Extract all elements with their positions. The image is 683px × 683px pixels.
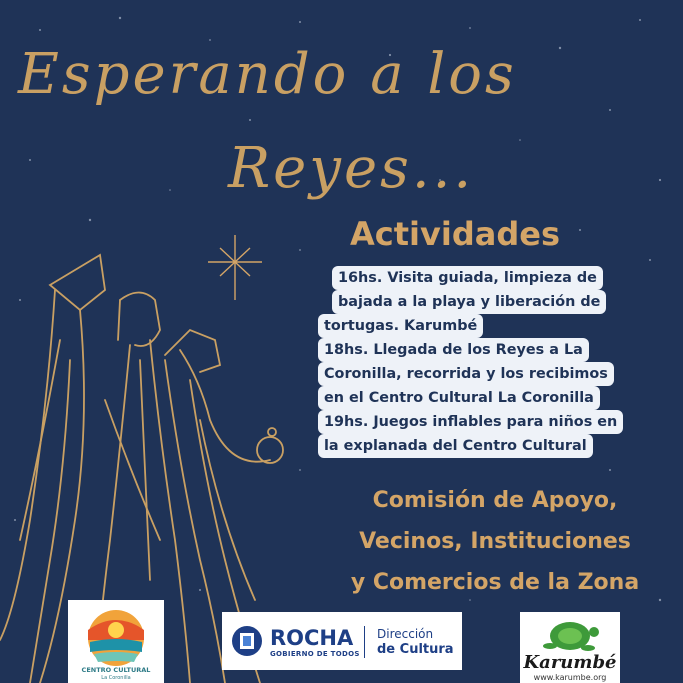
rocha-department-1: Dirección — [377, 627, 434, 641]
centro-cultural-logo — [68, 600, 164, 683]
centro-cultural-name: CENTRO CULTURAL — [81, 666, 151, 674]
sun-waves-icon — [68, 600, 164, 666]
activity-line: bajada a la playa y liberación de — [332, 290, 606, 314]
title-line-2: Reyes... — [228, 136, 475, 201]
title-line-1: Esperando a los — [18, 42, 517, 107]
rocha-department-2: de Cultura — [377, 642, 454, 657]
activity-line: en el Centro Cultural La Coronilla — [318, 386, 600, 410]
activity-line: 16hs. Visita guiada, limpieza de — [332, 266, 603, 290]
activities-list — [318, 266, 648, 458]
activities-heading: Actividades — [350, 215, 560, 253]
rocha-logo — [222, 612, 462, 670]
activity-line: Coronilla, recorrida y los recibimos — [318, 362, 614, 386]
support-text — [330, 480, 660, 603]
rocha-divider — [364, 626, 365, 658]
karumbe-name: Karumbé — [523, 652, 617, 673]
support-line: Vecinos, Instituciones — [359, 529, 631, 554]
activity-line: 19hs. Juegos inflables para niños en — [318, 410, 623, 434]
activity-line: la explanada del Centro Cultural — [318, 434, 593, 458]
rocha-name: ROCHA — [270, 626, 354, 650]
bright-star-icon — [208, 235, 262, 300]
centro-cultural-sub: La Coronilla — [101, 675, 131, 681]
support-line: y Comercios de la Zona — [350, 570, 640, 595]
turtle-icon — [538, 616, 602, 654]
karumbe-url: www.karumbe.org — [533, 673, 607, 682]
support-line: Comisión de Apoyo, — [372, 488, 618, 513]
activity-line: tortugas. Karumbé — [318, 314, 483, 338]
activity-line: 18hs. Llegada de los Reyes a La — [318, 338, 589, 362]
rocha-emblem-icon — [230, 624, 264, 658]
karumbe-logo — [520, 612, 620, 683]
rocha-subtitle: GOBIERNO DE TODOS — [270, 650, 360, 658]
